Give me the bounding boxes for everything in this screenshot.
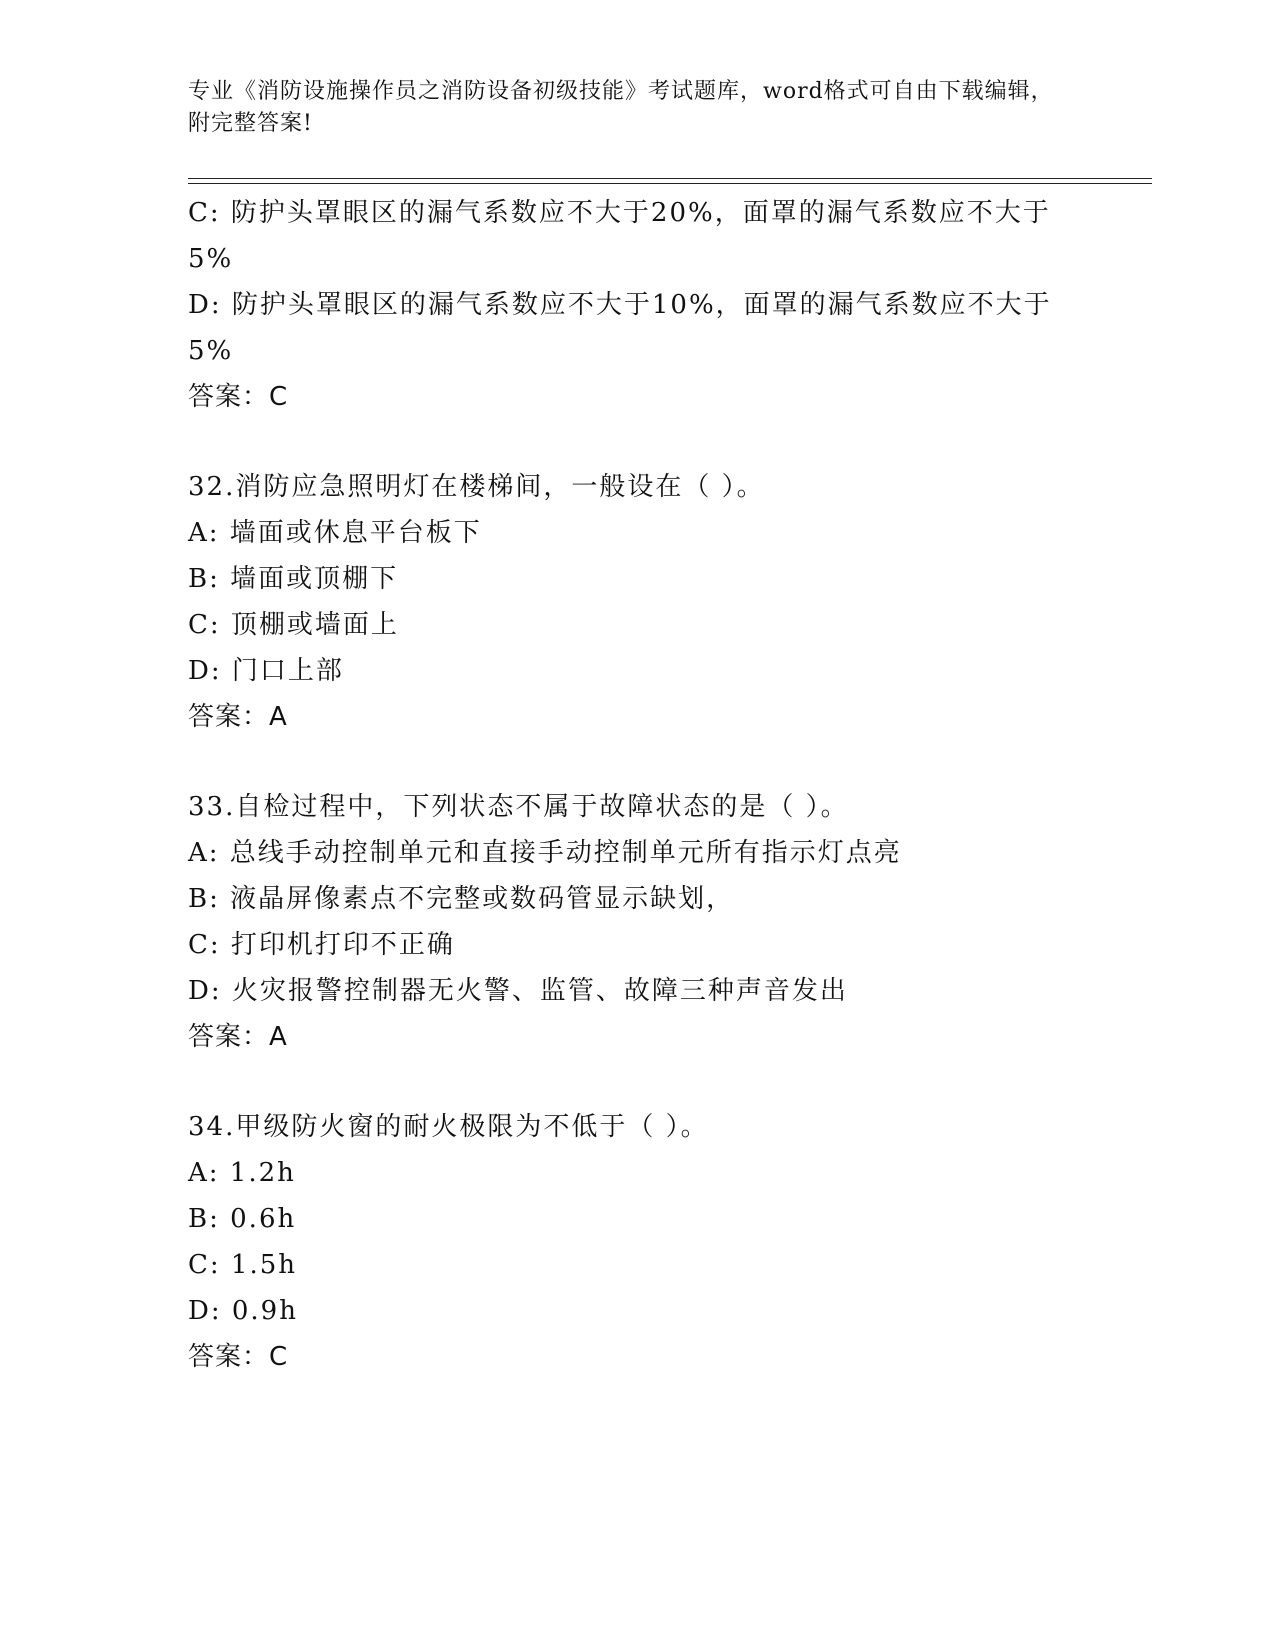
option-c: C: 1.5h [188, 1250, 298, 1280]
option-c: C: 顶棚或墙面上 [188, 610, 399, 640]
header-text: 专业《消防设施操作员之消防设备初级技能》考试题库，word格式可自由下载编辑，附完整答案! [188, 79, 1054, 136]
option-a: A: 墙面或休息平台板下 [188, 518, 482, 548]
answer-line: 答案：A [188, 702, 288, 732]
option-a: A: 1.2h [188, 1158, 296, 1188]
question-31-tail [188, 190, 1088, 420]
spacer [188, 740, 1088, 784]
option-c: C: 防护头罩眼区的漏气系数应不大于20%，面罩的漏气系数应不大于5% [188, 198, 1051, 274]
question-stem: 32.消防应急照明灯在楼梯间，一般设在（ ）。 [188, 472, 765, 502]
document-header [188, 76, 1068, 140]
option-a: A: 总线手动控制单元和直接手动控制单元所有指示灯点亮 [188, 838, 902, 868]
question-stem: 33.自检过程中，下列状态不属于故障状态的是（ ）。 [188, 792, 849, 822]
option-d: D: 火灾报警控制器无火警、监管、故障三种声音发出 [188, 976, 848, 1006]
option-b: B: 墙面或顶棚下 [188, 564, 399, 594]
option-b: B: 0.6h [188, 1204, 297, 1234]
answer-line: 答案：C [188, 382, 289, 412]
option-b: B: 液晶屏像素点不完整或数码管显示缺划， [188, 884, 735, 914]
spacer [188, 1060, 1088, 1104]
option-c: C: 打印机打印不正确 [188, 930, 455, 960]
question-stem: 34.甲级防火窗的耐火极限为不低于（ ）。 [188, 1112, 709, 1142]
option-d: D: 防护头罩眼区的漏气系数应不大于10%，面罩的漏气系数应不大于5% [188, 290, 1052, 366]
option-d: D: 门口上部 [188, 656, 344, 686]
answer-line: 答案：A [188, 1022, 288, 1052]
question-34 [188, 1104, 1088, 1380]
question-33 [188, 784, 1088, 1060]
header-rule-bottom [188, 183, 1152, 184]
spacer [188, 420, 1088, 464]
question-list [188, 190, 1088, 1380]
option-d: D: 0.9h [188, 1296, 298, 1326]
question-32 [188, 464, 1088, 740]
answer-line: 答案：C [188, 1342, 289, 1372]
header-rule-top [188, 178, 1152, 179]
